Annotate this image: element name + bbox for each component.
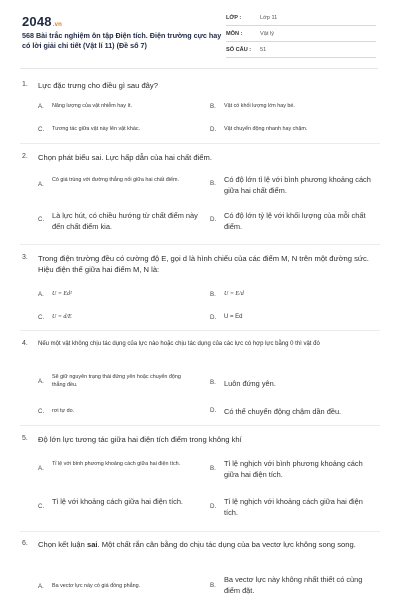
question-divider	[20, 244, 380, 245]
question-text: Nếu một vật không chịu tác dụng của lực nào hoặc chịu tác dụng của các lực có hợp lực bằng 0 thì vật đó	[38, 341, 320, 347]
question-number: 3.	[22, 254, 28, 261]
question-number: 6.	[22, 540, 28, 547]
meta-question-count: SỐ CÂU : 51	[226, 44, 376, 58]
question-text: Trong điện trường đều có cường độ E, gọi d là hình chiếu của các điểm M, N trên một đường sức. Hiệu điện thế giữa hai điểm M, N là:	[38, 254, 369, 274]
question-text: Chọn phát biểu sai. Lực hấp dẫn của hai chất điểm.	[38, 153, 212, 162]
page-header	[0, 0, 400, 66]
question-divider	[20, 330, 380, 331]
question-text: Lực đặc trưng cho điều gì sau đây?	[38, 81, 158, 90]
question-number: 4.	[22, 340, 28, 347]
header-divider	[20, 68, 378, 69]
site-logo[interactable]: 2048.vn	[22, 14, 63, 29]
question-divider	[20, 531, 380, 532]
question-text: Độ lớn lực tương tác giữa hai điện tích điểm trong không khí	[38, 435, 242, 444]
quiz-page: 2048.vn 568 Bài trắc nghiệm ôn tập Điện tích. Điện trường cực hay có lời giải chi tiết (Vật lí 11) (Đề số 7) LỚP : Lớp 11 MÔN : Vật lý SỐ CÂU : 51 1. Lực đặc trưng cho điều gì sau đây? A. Năng lượng của vật nhiễm hay ít. B. Vật có khối lượng lớn hay bé. C. Tương tác giữa vật này lên vật khác. D. Vật chuyển động nhanh hay chậm. 2. Chọn phát biểu sai. Lực hấp dẫn của hai chất điểm. A. Có giá trùng với đường thẳng nối giữa hai chất điểm. B. Có độ lớn tỉ lệ với bình phương khoảng cách giữa hai chất điểm. C. Là lực hút, có chiều hướng từ chất điểm này đến chất điểm kia. D. Có độ lớn tỷ lệ với khối lượng của mỗi chất điểm. 3. Trong điện trường đều có cường độ E, gọi d là hình chiếu của các điểm M, N trên một đường sức. Hiệu điện thế giữa hai điểm M, N là: A. U = Ed² B. U = E/d C. U = d/E D. U = Ed 4. Nếu một vật không chịu tác dụng của lực nào hoặc chịu tác dụng của các lực có hợp lực bằng 0 thì vật đó A. Sẽ giữ nguyên trạng thái đứng yên hoặc chuyển động thẳng đều. B. Luôn đứng yên. C. rơi tự do. D. Có thể chuyển động chậm dần đều. 5. Độ lớn lực tương tác giữa hai điện tích điểm trong không khí A. Tỉ lệ với bình phương khoảng cách giữa hai điện tích. B. Tỉ lệ nghịch với bình phương khoảng cách giữa hai điện tích. C. Tỉ lệ với khoảng cách giữa hai điện tích. D. Tỉ lệ nghịch với khoảng cách giữa hai điện tích. 6. Chọn kết luận sai. Một chất rắn cân bằng do chịu tác dụng của ba vectơ lực không song song. A. Ba vectơ lực này có giá đồng phẳng. B. Ba vectơ lực này không nhất thiết có cùng điểm đặt.	[0, 0, 400, 600]
meta-subject: MÔN : Vật lý	[226, 28, 376, 42]
document-title: 568 Bài trắc nghiệm ôn tập Điện tích. Điện trường cực hay có lời giải chi tiết (Vật lí 11) (Đề số 7)	[22, 31, 222, 50]
question-number: 1.	[22, 81, 28, 88]
question-divider	[20, 143, 380, 144]
meta-class: LỚP : Lớp 11	[226, 12, 376, 26]
question-text: Chọn kết luận sai. Một chất rắn cân bằng do chịu tác dụng của ba vectơ lực không song song.	[38, 540, 356, 549]
question-number: 5.	[22, 435, 28, 442]
question-divider	[20, 425, 380, 426]
question-number: 2.	[22, 153, 28, 160]
